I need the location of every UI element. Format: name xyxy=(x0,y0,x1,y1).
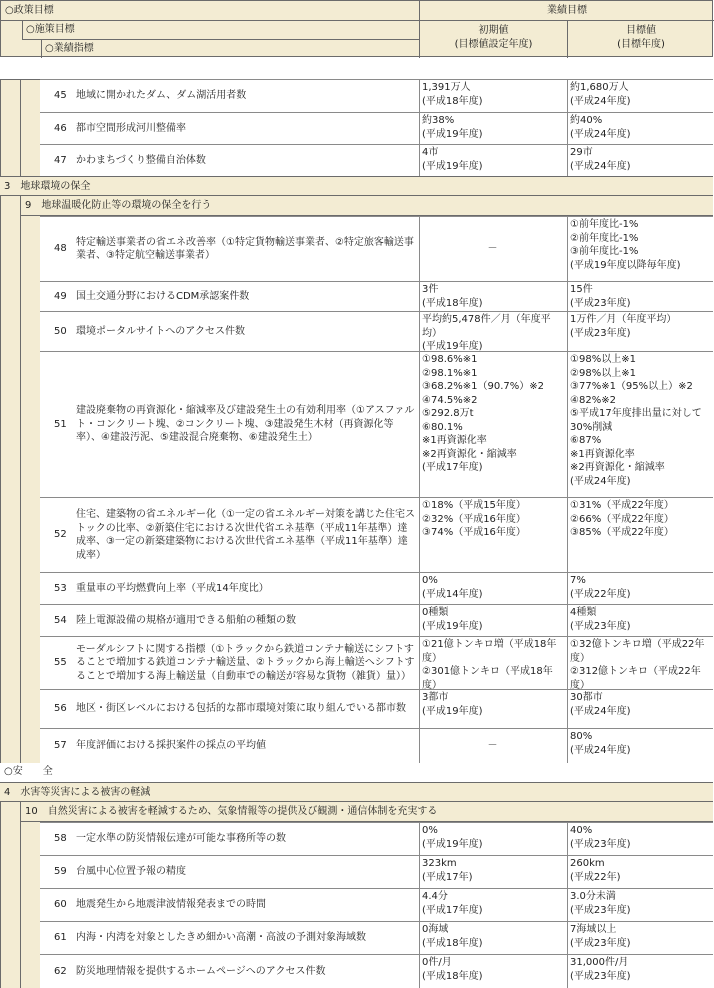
initial-value: 4.4分 (平成17年度) xyxy=(419,889,565,921)
indicator-number: 51 xyxy=(54,418,67,430)
section-10-heading: 10 自然災害による被害を軽減するため、気象情報等の提供及び観測・通信体制を充実する xyxy=(20,802,713,822)
indicator-number: 50 xyxy=(54,325,67,337)
section-4-heading: 4 水害等災害による被害の軽減 xyxy=(0,782,713,802)
indicator-name: かわまちづくり整備自治体数 xyxy=(76,154,206,166)
target-value: 30都市 (平成24年度) xyxy=(567,690,713,728)
indicator-name: 地区・街区レベルにおける包括的な都市環境対策に取り組んでいる都市数 xyxy=(76,703,406,715)
table-row xyxy=(40,689,713,728)
table-row xyxy=(40,604,713,636)
indicator-name: 地震発生から地震津波情報発表までの時間 xyxy=(76,899,266,911)
measure-goal-header: ○施策目標 xyxy=(22,21,420,40)
initial-value: ①18%（平成15年度） ②32%（平成16年度） ③74%（平成16年度） xyxy=(419,498,565,572)
target-value: ①32億トンキロ増（平成22年度） ②312億トンキロ（平成22年度） xyxy=(567,637,713,689)
target-value: 7海域以上 (平成23年度) xyxy=(567,922,713,954)
initial-value: 0件/月 (平成18年度) xyxy=(419,955,565,988)
target-group-header: 業績目標 xyxy=(420,1,714,21)
target-value: ①前年度比-1% ②前年度比-1% ③前年度比-1% (平成19年度以降毎年度) xyxy=(567,217,713,281)
initial-value: 3件 (平成18年度) xyxy=(419,282,565,311)
indicator-number: 60 xyxy=(54,899,67,911)
initial-value: 323km (平成17年) xyxy=(419,856,565,888)
table-row xyxy=(40,79,713,112)
initial-value: 0種類 (平成19年度) xyxy=(419,605,565,636)
indicator-number: 45 xyxy=(54,90,67,102)
initial-value: ①98.6%※1 ②98.1%※1 ③68.2%※1（90.7%）※2 ④74.5%※2 ⑤292.8万t ⑥80.1% ※1再資源化率 ※2再資源化・縮減率 (平成17年度) xyxy=(419,352,565,497)
initial-value: 約38% (平成19年度) xyxy=(419,113,565,144)
target-value: 4種類 (平成23年度) xyxy=(567,605,713,636)
policy-goal-header: ○政策目標 xyxy=(1,1,420,21)
initial-value: 3都市 (平成19年度) xyxy=(419,690,565,728)
initial-value-header: 初期値 (目標値設定年度) xyxy=(420,21,568,58)
indicator-number: 55 xyxy=(54,657,67,669)
indicator-name: 一定水準の防災情報伝達が可能な事務所等の数 xyxy=(76,833,286,845)
table-row xyxy=(40,572,713,604)
indicator-name: 環境ポータルサイトへのアクセス件数 xyxy=(76,325,245,337)
initial-value: 0% (平成14年度) xyxy=(419,573,565,604)
target-value: 31,000件/月 (平成23年度) xyxy=(567,955,713,988)
initial-value: － xyxy=(419,217,565,281)
table-row xyxy=(40,311,713,351)
target-value: 1万件／月（年度平均） (平成23年度) xyxy=(567,312,713,351)
target-value: 約1,680万人 (平成24年度) xyxy=(567,80,713,112)
target-value: 15件 (平成23年度) xyxy=(567,282,713,311)
indicator-number: 56 xyxy=(54,703,67,715)
target-value: ①98%以上※1 ②98%以上※1 ③77%※1（95%以上）※2 ④82%※2 ⑤平成17年度排出量に対して30%削減 ⑥87% ※1再資源化率 ※2再資源化・縮減率 (平成24年度) xyxy=(567,352,713,497)
indicator-name: 住宅、建築物の省エネルギー化（①一定の省エネルギー対策を講じた住宅ストックの比率、②新築住宅における次世代省エネ基準（平成11年基準）達成率、③一定の新築建築物における次世代省エネ基準（平成11年基準）達成率） xyxy=(76,509,415,561)
indicator-number: 46 xyxy=(54,122,67,134)
initial-value: ①21億トンキロ増（平成18年度） ②301億トンキロ（平成18年度） xyxy=(419,637,565,689)
table-row xyxy=(40,728,713,763)
indicator-name: 国土交通分野におけるCDM承認案件数 xyxy=(76,290,250,302)
indicator-number: 58 xyxy=(54,833,67,845)
indicator-name: 重量車の平均燃費向上率（平成14年度比） xyxy=(76,582,269,594)
indicator-number: 47 xyxy=(54,154,67,166)
indicator-number: 53 xyxy=(54,582,67,594)
initial-value: 4市 (平成19年度) xyxy=(419,145,565,176)
indicator-number: 54 xyxy=(54,614,67,626)
target-value: 29市 (平成24年度) xyxy=(567,145,713,176)
target-value: 40% (平成23年度) xyxy=(567,823,713,855)
indicator-name: 台風中心位置予報の精度 xyxy=(76,866,186,878)
table-row xyxy=(40,216,713,281)
section-9-heading: 9 地球温暖化防止等の環境の保全を行う xyxy=(20,196,713,216)
indicator-number: 57 xyxy=(54,740,67,752)
indicator-name: 陸上電源設備の規格が適用できる船舶の種類の数 xyxy=(76,614,296,626)
indicator-number: 59 xyxy=(54,866,67,878)
indicator-name: 年度評価における採択案件の採点の平均値 xyxy=(76,740,266,752)
indicator-name: 都市空間形成河川整備率 xyxy=(76,122,186,134)
initial-value: 0海域 (平成18年度) xyxy=(419,922,565,954)
target-value: 80% (平成24年度) xyxy=(567,729,713,763)
target-value: 3.0分未満 (平成23年度) xyxy=(567,889,713,921)
initial-value: 平均約5,478件／月（年度平均） (平成19年度) xyxy=(419,312,565,351)
indicator-name: 特定輸送事業者の省エネ改善率（①特定貨物輸送事業者、②特定旅客輸送事業者、③特定航空輸送事業者） xyxy=(76,236,414,261)
indicator-number: 62 xyxy=(54,965,67,977)
indicator-number: 61 xyxy=(54,932,67,944)
table-row xyxy=(40,921,713,954)
table-row xyxy=(40,636,713,689)
table-row xyxy=(40,351,713,497)
table-row xyxy=(40,112,713,144)
indicator-number: 52 xyxy=(54,529,67,541)
indicator-name: 内海・内湾を対象としたきめ細かい高潮・高波の予測対象海域数 xyxy=(76,932,366,944)
indicator-name: 建設廃棄物の再資源化・縮減率及び建設発生土の有効利用率（①アスファルト・コンクリート塊、②コンクリート塊、③建設発生木材（再資源化等率）、④建設汚泥、⑤建設混合廃棄物、⑥建設発生土） xyxy=(76,405,415,444)
safety-heading: ○安 全 xyxy=(4,766,53,777)
indicator-name: モーダルシフトに関する指標（①トラックから鉄道コンテナ輸送にシフトすることで増加する鉄道コンテナ輸送量、②トラックから海上輸送へシフトすることで増加する海上輸送量（自動車での輸送が容易な貨物（雑貨）量）） xyxy=(76,643,415,682)
target-value: 約40% (平成24年度) xyxy=(567,113,713,144)
indicator-name: 防災地理情報を提供するホームページへのアクセス件数 xyxy=(76,965,326,977)
target-value-header: 目標値 (目標年度) xyxy=(617,25,665,50)
table-row xyxy=(40,281,713,311)
table-row xyxy=(40,144,713,176)
indicator-header: ○業績指標 xyxy=(41,40,420,58)
table-row xyxy=(40,822,713,855)
initial-value: 0% (平成19年度) xyxy=(419,823,565,855)
section-3-heading: 3 地球環境の保全 xyxy=(0,176,713,196)
table-header xyxy=(0,0,713,57)
indicator-name: 地域に開かれたダム、ダム湖活用者数 xyxy=(76,90,247,102)
initial-value: 1,391万人 (平成18年度) xyxy=(419,80,565,112)
indicator-number: 49 xyxy=(54,290,67,302)
target-value: 260km (平成22年) xyxy=(567,856,713,888)
table-row xyxy=(40,888,713,921)
indicator-number: 48 xyxy=(54,243,67,255)
target-value: ①31%（平成22年度） ②66%（平成22年度） ③85%（平成22年度） xyxy=(567,498,713,572)
initial-value: － xyxy=(419,729,565,763)
table-row xyxy=(40,954,713,988)
table-row xyxy=(40,855,713,888)
target-value: 7% (平成22年度) xyxy=(567,573,713,604)
table-row xyxy=(40,497,713,572)
